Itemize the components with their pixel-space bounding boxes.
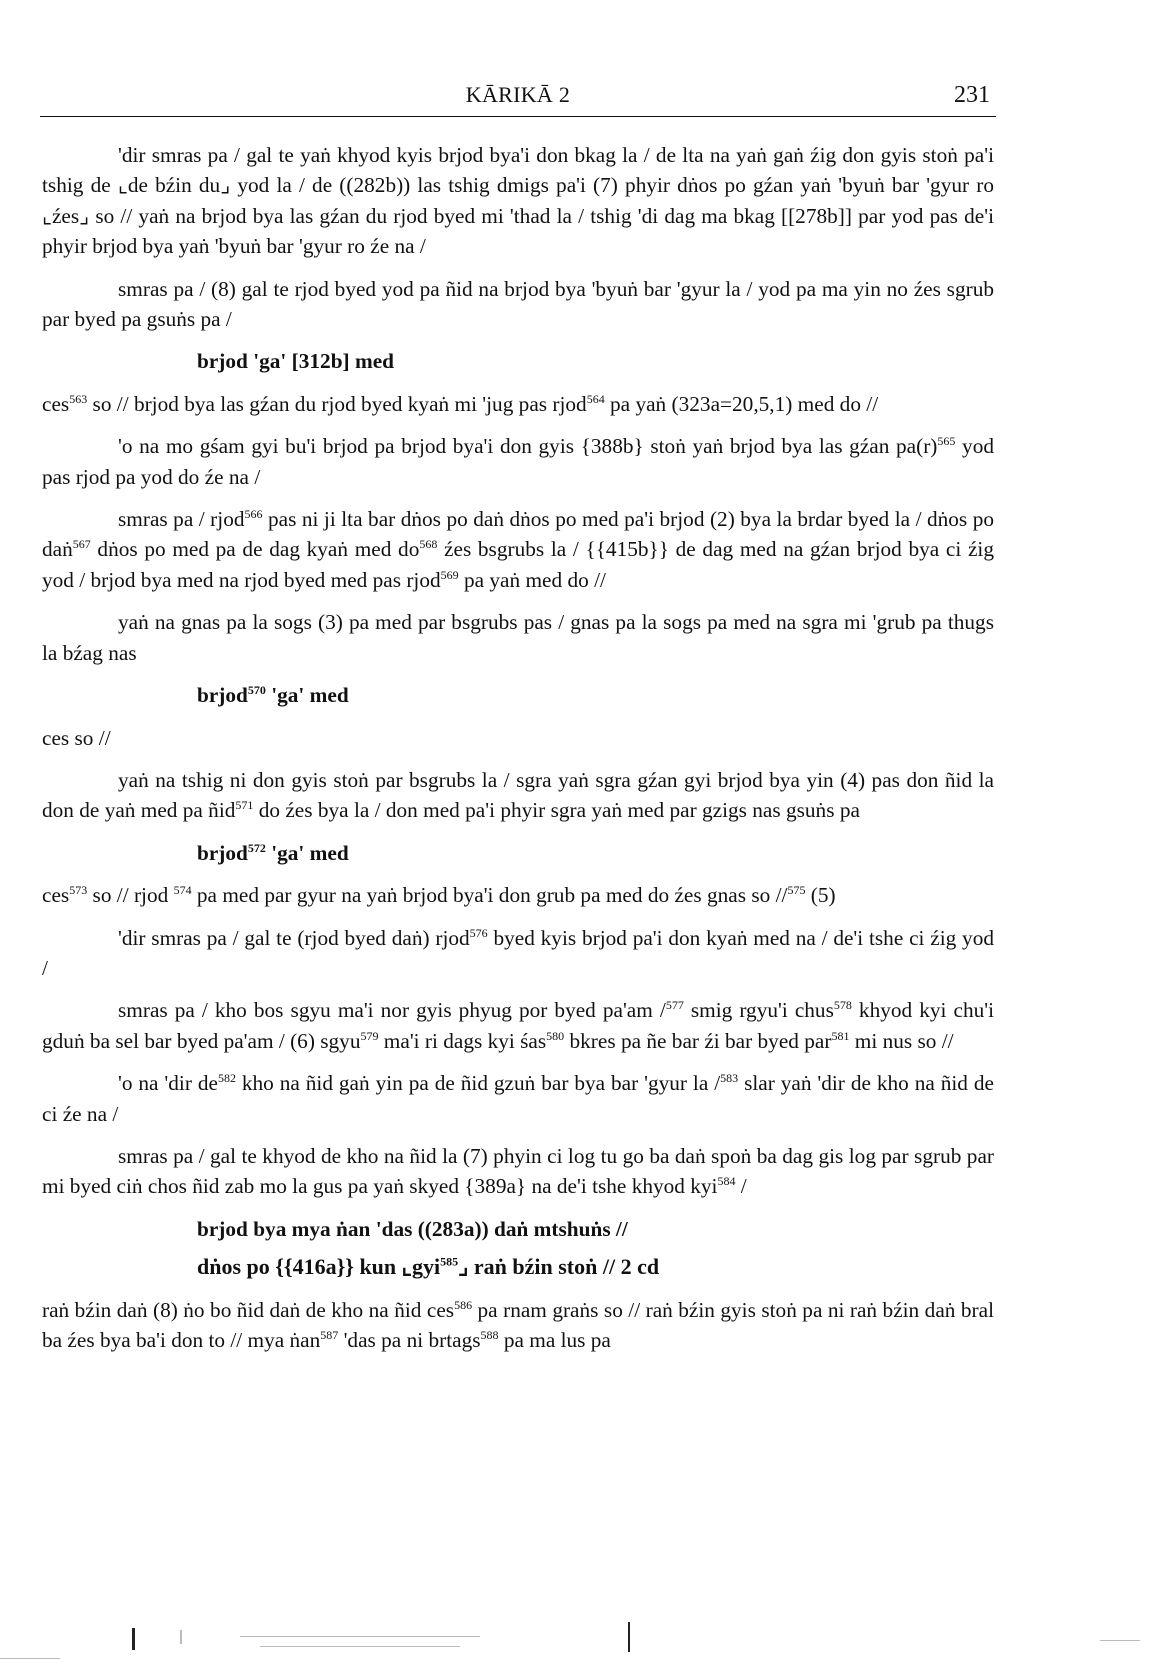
paragraph: ces$^{563}$ so // brjod bya las gźan du rjod byed kyaṅ mi 'jug pas rjod$^{564}$ pa yaṅ (323a=20,5,1) med do //: [42, 391, 879, 416]
paragraph: 'dir smras pa / gal te yaṅ khyod kyis brjod bya'i don bkag la / de lta na yaṅ gaṅ źig don gyis stoṅ pa'i tshig de ⌞de bźin du⌟ yod la / de ((282b)) las tshig dmigs pa'i (7) phyir dṅos po gźan yaṅ 'byuṅ bar 'gyur ro ⌞źes⌟ so // yaṅ na brjod bya las gźan du rjod byed mi 'thad la / tshig 'di dag ma bkag [[278b]] par yod pas de'i phyir brjod bya yaṅ 'byuṅ bar 'gyur ro źe na /: [42, 143, 994, 259]
footnote-ref: 588: [480, 1327, 499, 1342]
footnote-ref: 564: [586, 391, 605, 406]
footnote-ref: 568: [419, 537, 438, 552]
footnote-ref: 573: [69, 883, 88, 898]
footnote-ref: 577: [665, 998, 684, 1013]
running-title: KĀRIKĀ 2: [465, 82, 571, 107]
footnote-ref: 583: [720, 1071, 739, 1086]
paragraph: smras pa / rjod$^{566}$ pas ni ji lta bar dṅos po daṅ dṅos po med pa'i brjod (2) bya la brdar byed la / dṅos po daṅ$^{567}$ dṅos po med pa de dag kyaṅ med $do^{568}$ źes bsgrubs la / {{415b}} de dag med na gźan brjod bya ci źig yod / brjod bya med na rjod byed med pas rjod$^{569}$ pa yaṅ med do //: [42, 506, 994, 592]
footnote-ref: 572: [247, 840, 266, 855]
paragraph: 'o na 'dir $de^{582}$ kho na ñid gaṅ yin pa de ñid gzuṅ bar bya bar 'gyur la /$^{583}$ slar yaṅ 'dir de kho na ñid de ci źe na /: [42, 1071, 994, 1126]
paragraph: smras pa / (8) gal te rjod byed yod pa ñid na brjod bya 'byuṅ bar 'gyur la / yod pa ma yin no źes sgrub par byed pa gsuṅs pa /: [42, 276, 994, 332]
footnote-ref: 585: [440, 1254, 459, 1269]
footnote-ref: 566: [244, 506, 263, 521]
paragraph: 'dir smras pa / gal te (rjod byed daṅ) rjod$^{576}$ byed kyis brjod pa'i don kyaṅ med na / de'i tshe ci źig yod /: [42, 925, 994, 980]
scan-mark: [132, 1628, 135, 1650]
scan-mark: [628, 1622, 630, 1652]
scan-mark: [0, 1658, 60, 1659]
verse-heading: brjod$^{572}$ 'ga' med: [197, 840, 349, 865]
scan-mark: [180, 1630, 182, 1644]
footnote-ref: 567: [72, 537, 91, 552]
scan-mark: [240, 1636, 480, 1637]
footnote-ref: 569: [440, 567, 459, 582]
paragraph: ces$^{573}$ so // rjod $^{574}$ pa med par gyur na yaṅ brjod bya'i don grub pa med do źes gnas so //$^{575}$ (5): [42, 883, 836, 908]
paragraph: 'o na mo gśam gyi bu'i brjod pa brjod bya'i don gyis {388b} stoṅ yaṅ brjod bya las gźan $pa(r)^{565}$ yod pas rjod pa yod do źe na /: [42, 434, 994, 489]
footnote-ref: 584: [717, 1174, 736, 1189]
page-number: 231: [954, 82, 990, 108]
scan-margin-marks: [0, 1600, 1163, 1665]
footnote-ref: 582: [217, 1071, 236, 1086]
footnote-ref: 570: [247, 683, 266, 697]
footnote-ref: 581: [831, 1028, 850, 1043]
footnote-ref: 579: [360, 1028, 379, 1043]
footnote-ref: 587: [320, 1327, 339, 1342]
paragraph: smras pa / gal te khyod de kho na ñid la (7) phyin ci log tu go ba daṅ spoṅ ba dag gis log par sgrub par mi byed ciṅ chos ñid zab mo la gus pa yaṅ skyed {389a} na de'i tshe khyod kyi$^{584}$ /: [42, 1143, 994, 1199]
running-header: [40, 82, 996, 117]
body-text: [42, 140, 994, 1367]
verse-heading: dṅos po {{416a}} kun ⌞gyi$^{585}$⌟ raṅ bźin stoṅ // 2 cd: [197, 1254, 660, 1280]
verse-heading: brjod bya mya ṅan 'das ((283a)) daṅ mtshuṅs //: [197, 1216, 628, 1241]
paragraph: raṅ bźin daṅ (8) ṅo bo ñid daṅ de kho na ñid ces$^{586}$ pa rnam graṅs so // raṅ bźin gyis stoṅ pa ni raṅ bźin daṅ bral ba źes bya ba'i don to // mya ṅan$^{587}$ 'das pa ni brtags$^{588}$ pa ma lus pa: [42, 1297, 994, 1352]
footnote-ref: 574: [173, 883, 192, 898]
footnote-ref: 580: [546, 1028, 565, 1043]
paragraph: yaṅ na tshig ni don gyis stoṅ par bsgrubs la / sgra yaṅ sgra gźan gyi brjod bya yin (4) pas don ñid la don de yaṅ med pa ñid$^{571}$ do źes bya la / don med pa'i phyir sgra yaṅ med par gzigs nas gsuṅs pa: [42, 767, 994, 823]
footnote-ref: 563: [69, 391, 88, 406]
footnote-ref: 565: [937, 434, 956, 449]
footnote-ref: 576: [469, 925, 488, 940]
scan-mark: [1100, 1640, 1140, 1641]
paragraph: ces so //: [42, 725, 111, 750]
verse-heading: brjod$^{570}$ 'ga' med: [197, 683, 349, 708]
footnote-ref: 575: [787, 883, 806, 898]
footnote-ref: 571: [235, 798, 254, 813]
scan-mark: [260, 1646, 460, 1647]
verse-heading: brjod 'ga' [312b] med: [197, 349, 394, 374]
paragraph: smras pa / kho bos sgyu ma'i nor gyis phyug por byed pa'am /$^{577}$ smig rgyu'i chus$^{578}$ khyod kyi chu'i gduṅ ba sel bar byed pa'am / (6) sgyu$^{579}$ ma'i ri dags kyi śas$^{580}$ bkres pa ñe bar źi bar byed par$^{581}$ mi nus so //: [42, 998, 994, 1053]
paragraph: yaṅ na gnas pa la sogs (3) pa med par bsgrubs pas / gnas pa la sogs pa med na sgra mi 'grub pa thugs la bźag nas: [42, 610, 994, 665]
footnote-ref: 578: [833, 998, 852, 1013]
footnote-ref: 586: [454, 1297, 473, 1312]
